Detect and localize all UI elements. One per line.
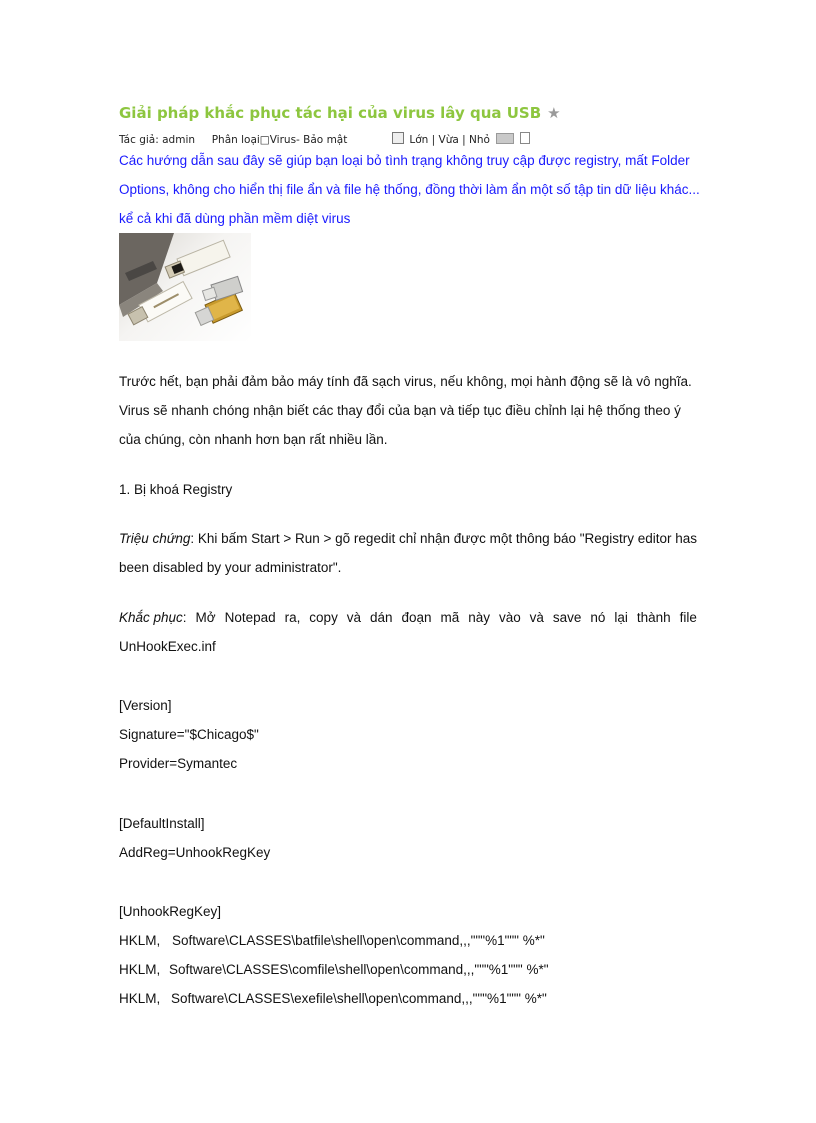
para1-line-1: Trước hết, bạn phải đảm bảo máy tính đã sạch virus, nếu không, mọi hành động sẽ là vô nghĩa. (119, 374, 692, 389)
fix-word: vào (498, 610, 521, 625)
code-row-tail: %*" (524, 991, 547, 1006)
author-label: Tác giả: admin (119, 134, 196, 146)
fix-word: và (529, 610, 544, 625)
intro-word: diệt (296, 211, 319, 226)
code-row (119, 926, 697, 955)
intro-line-2: Options, không cho hiển thị file ẩn và file hệ thống, đồng thời làm ẩn một số tập tin dữ liệu khác... (119, 182, 700, 197)
fix-word: Notepad (224, 610, 276, 625)
intro-word: khi (155, 211, 173, 226)
code-row-key: HKLM, (119, 933, 161, 948)
intro-word: đã (176, 211, 192, 226)
symptom-text-1: : Khi bấm Start > Run > gõ regedit chỉ nhận được một thông báo "Registry editor has (190, 531, 698, 546)
fix-word: Mở (195, 610, 216, 625)
code-row (119, 955, 697, 984)
para1-line-2: Virus sẽ nhanh chóng nhận biết các thay đổi của bạn và tiếp tục điều chỉnh lại hệ thống theo ý (119, 403, 681, 418)
code-row-tail: %*" (526, 962, 549, 977)
code-row-key: HKLM, (119, 991, 161, 1006)
intro-word: virus (321, 211, 351, 226)
fix-word: nó (590, 610, 606, 625)
text-size-options[interactable]: Lớn | Vừa | Nhỏ (409, 134, 490, 146)
article-meta (119, 132, 530, 146)
article-title (119, 104, 561, 122)
code-unhook-block (119, 897, 697, 1013)
code-line: [DefaultInstall] (119, 816, 205, 831)
intro-word: phần (228, 211, 259, 226)
fix-word: dán (370, 610, 393, 625)
code-row-path: Software\CLASSES\comfile\shell\open\command,,,"""%1""" (169, 962, 523, 977)
code-line: Signature="$Chicago$" (119, 727, 259, 742)
intro-line-3 (119, 204, 697, 233)
intro-word: mềm (262, 211, 293, 226)
fix-word: save (552, 610, 582, 625)
code-line: [Version] (119, 698, 172, 713)
fix-text-2: UnHookExec.inf (119, 639, 216, 654)
fix-text-1a: : (182, 610, 187, 625)
document-icon[interactable] (520, 132, 530, 144)
category-label: Phân loại□Virus- Bảo mật (211, 134, 348, 146)
code-row-key: HKLM, (119, 962, 161, 977)
intro-paragraph (119, 146, 700, 233)
paragraph-intro-warning (119, 367, 697, 454)
symptom-label: Triệu chứng (119, 531, 191, 546)
fix-word: này (468, 610, 490, 625)
article-title-text: Giải pháp khắc phục tác hại của virus lây qua USB (119, 104, 542, 122)
para1-line-3: của chúng, còn nhanh hơn bạn rất nhiều lần. (119, 432, 388, 447)
intro-word: kể (119, 211, 134, 226)
usb-drives-illustration (119, 233, 251, 341)
section-heading (119, 475, 697, 504)
fix-word: thành (636, 610, 671, 625)
rss-icon[interactable] (496, 133, 514, 144)
intro-word: cả (137, 211, 152, 226)
code-line: Provider=Symantec (119, 756, 238, 771)
intro-word: dùng (194, 211, 225, 226)
fix-word: copy (309, 610, 338, 625)
code-version-block (119, 691, 697, 778)
section-1-title: 1. Bị khoá Registry (119, 482, 233, 497)
code-row-path: Software\CLASSES\batfile\shell\open\command,,,"""%1""" (172, 933, 519, 948)
symptom-paragraph (119, 524, 697, 582)
star-icon[interactable]: ★ (547, 104, 561, 122)
fix-word: lại (614, 610, 628, 625)
code-line: [UnhookRegKey] (119, 904, 222, 919)
fix-label: Khắc phục (119, 610, 183, 625)
fix-word: file (679, 610, 697, 625)
symptom-text-2: been disabled by your administrator". (119, 560, 342, 575)
fix-word: mã (440, 610, 460, 625)
code-install-block (119, 809, 697, 867)
fix-word: và (346, 610, 362, 625)
fix-paragraph (119, 603, 697, 661)
fix-word: đoạn (401, 610, 432, 625)
code-row (119, 984, 697, 1013)
code-line: AddReg=UnhookRegKey (119, 845, 271, 860)
intro-line-1: Các hướng dẫn sau đây sẽ giúp bạn loại bỏ tình trạng không truy cập được registry, mất Folder (119, 153, 690, 168)
text-size-icon (392, 132, 404, 144)
fix-word: ra, (284, 610, 301, 625)
usb-drives-photo (119, 233, 251, 341)
code-row-path: Software\CLASSES\exefile\shell\open\command,,,"""%1""" (171, 991, 521, 1006)
code-row-tail: %*" (522, 933, 545, 948)
